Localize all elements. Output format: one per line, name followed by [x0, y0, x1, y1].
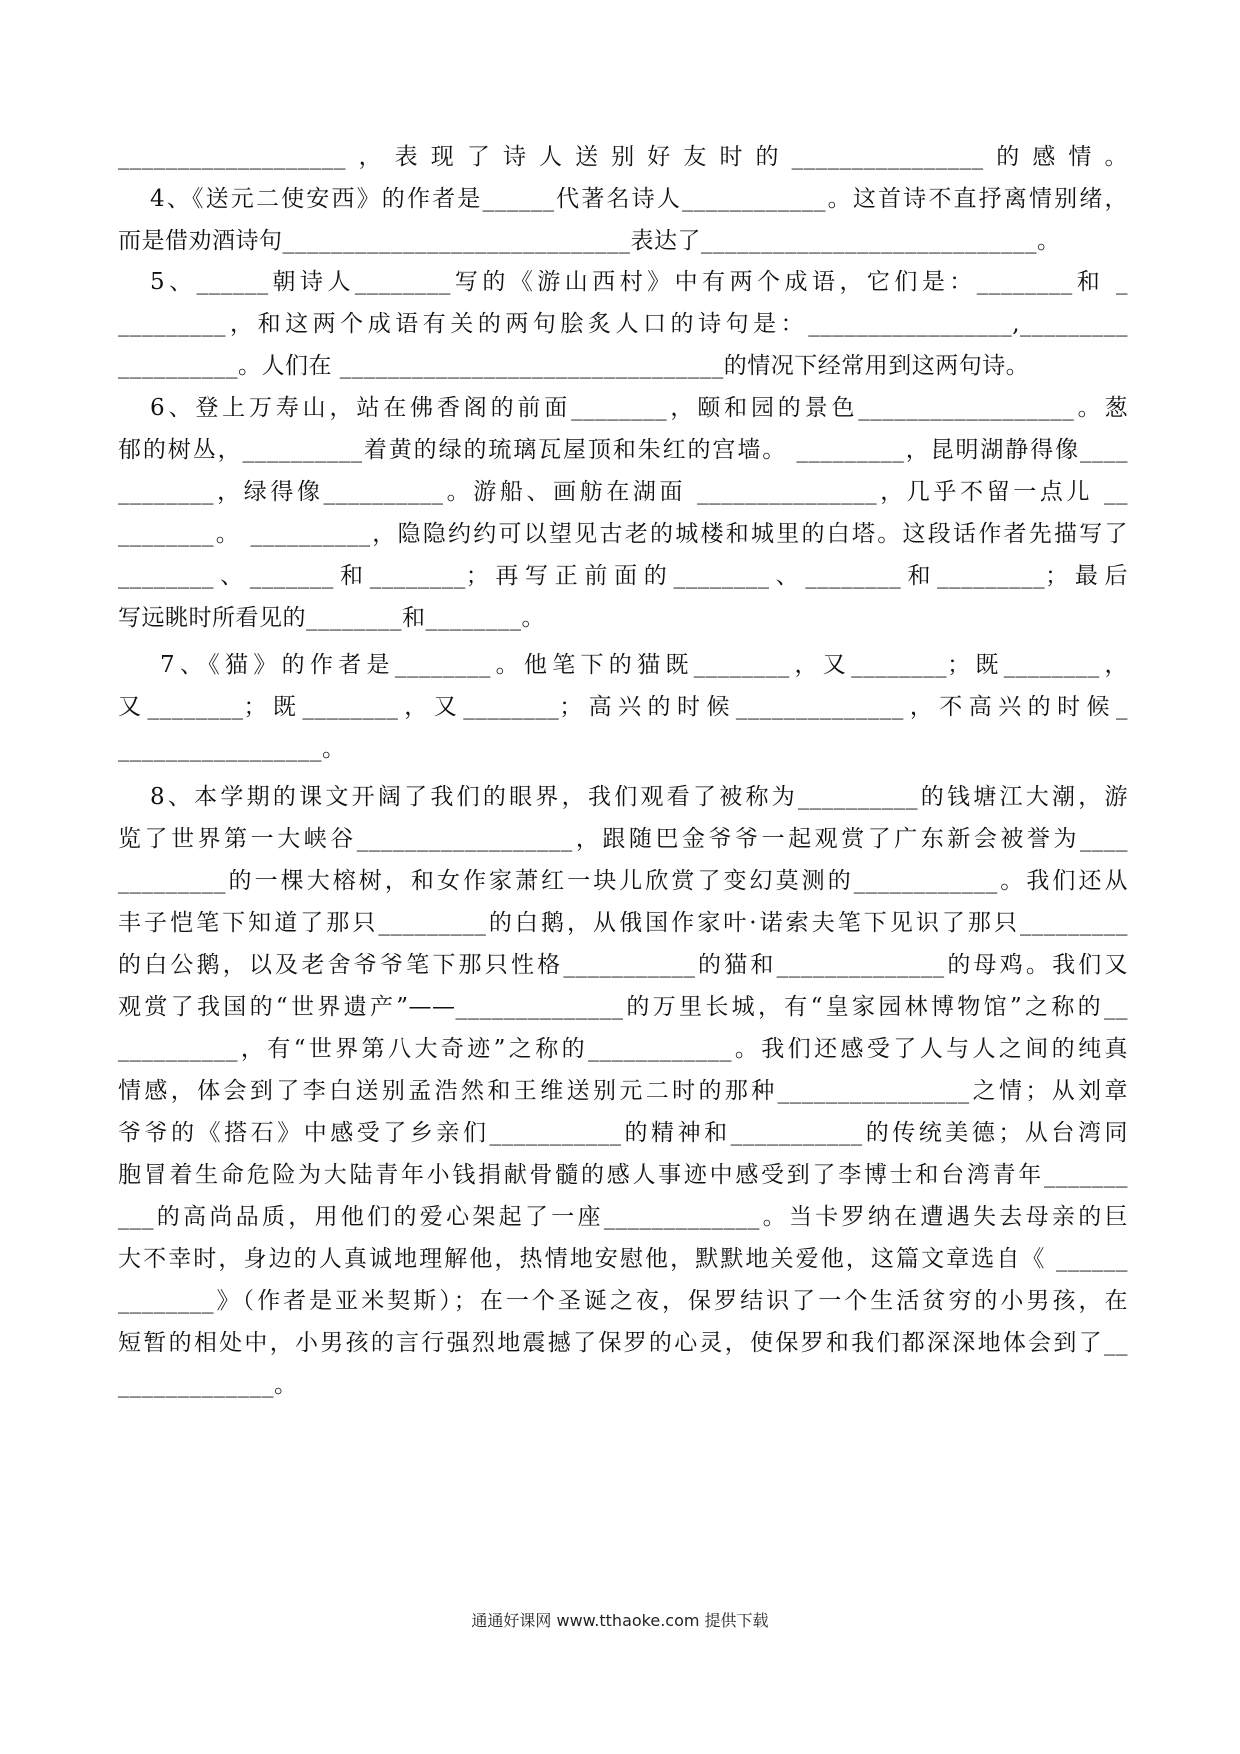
- text-line: 而是借劝酒诗句_____________________________表达了____________________________。: [118, 228, 1061, 254]
- text-line: __________，有“世界第八大奇迹”之称的____________。我们还感受了人与人之间的纯真: [118, 1036, 1128, 1062]
- text-line: 丰子恺笔下知道了那只_________的白鹅，从俄国作家叶·诺索夫笔下见识了那只_________: [118, 910, 1128, 936]
- text-line: ___的高尚品质，用他们的爱心架起了一座_____________。当卡罗纳在遭遇失去母亲的巨: [118, 1204, 1128, 1230]
- text-line: 大不幸时，身边的人真诚地理解他，热情地安慰他，默默地关爱他，这篇文章选自《 ______: [118, 1246, 1128, 1272]
- text-line: __________。人们在 ________________________________的情况下经常用到这两句诗。: [118, 353, 1030, 379]
- text-line: ________》（作者是亚米契斯）；在一个圣诞之夜，保罗结识了一个生活贫穷的小男孩，在: [118, 1288, 1128, 1314]
- text-line: 8、本学期的课文开阔了我们的眼界，我们观看了被称为__________的钱塘江大潮，游: [150, 784, 1128, 810]
- text-line: 览了世界第一大峡谷__________________，跟随巴金爷爷一起观赏了广东新会被誉为____: [118, 826, 1128, 852]
- text-line: ___________________，表现了诗人送别好友时的________________的感情。: [118, 144, 1128, 170]
- text-line: 的白公鹅，以及老舍爷爷笔下那只性格___________的猫和______________的母鸡。我们又: [118, 952, 1128, 978]
- text-line: 情感，体会到了李白送别孟浩然和王维送别元二时的那种________________之情；从刘章: [118, 1078, 1128, 1104]
- text-line: 7、《猫》的作者是________。他笔下的猫既________，又________；既________，: [160, 652, 1128, 678]
- text-line: 胞冒着生命危险为大陆青年小钱捐献骨髓的感人事迹中感受到了李博士和台湾青年_______: [118, 1162, 1128, 1188]
- text-line: _________________。: [118, 736, 346, 762]
- text-line: 短暂的相处中，小男孩的言行强烈地震撼了保罗的心灵，使保罗和我们都深深地体会到了__: [118, 1330, 1128, 1356]
- text-line: ________。 __________，隐隐约约可以望见古老的城楼和城里的白塔。这段话作者先描写了: [118, 521, 1128, 547]
- text-line: 又________；既________，又________；高兴的时候______________，不高兴的时候_: [118, 694, 1128, 720]
- text-line: 观赏了我国的“世界遗产”——______________的万里长城，有“皇家园林博物馆”之称的__: [118, 994, 1128, 1020]
- page-footer: 通通好课网 www.tthaoke.com 提供下载: [471, 1611, 769, 1630]
- text-line: 4、《送元二使安西》的作者是______代著名诗人____________。这首诗不直抒离情别绪，: [150, 186, 1128, 212]
- text-line: 郁的树丛，__________着黄的绿的琉璃瓦屋顶和朱红的宫墙。 _________，昆明湖静得像____: [118, 437, 1128, 463]
- text-line: ________，绿得像__________。游船、画舫在湖面 _______________，几乎不留一点儿 __: [118, 479, 1128, 505]
- text-line: 爷爷的《搭石》中感受了乡亲们___________的精神和___________的传统美德；从台湾同: [118, 1120, 1128, 1146]
- text-line: _________，和这两个成语有关的两句脍炙人口的诗句是：_________________,_________: [118, 311, 1128, 337]
- text-line: ________、_______和________；再写正前面的________、________和_________；最后: [118, 563, 1128, 589]
- text-line: 5、______朝诗人________写的《游山西村》中有两个成语，它们是：________和 _: [150, 269, 1128, 295]
- text-line: 写远眺时所看见的________和________。: [118, 605, 545, 631]
- text-line: _________的一棵大榕树，和女作家萧红一块儿欣赏了变幻莫测的____________。我们还从: [118, 868, 1128, 894]
- text-line: _____________。: [118, 1372, 298, 1398]
- text-line: 6、登上万寿山，站在佛香阁的前面________，颐和园的景色__________________。葱: [150, 395, 1128, 421]
